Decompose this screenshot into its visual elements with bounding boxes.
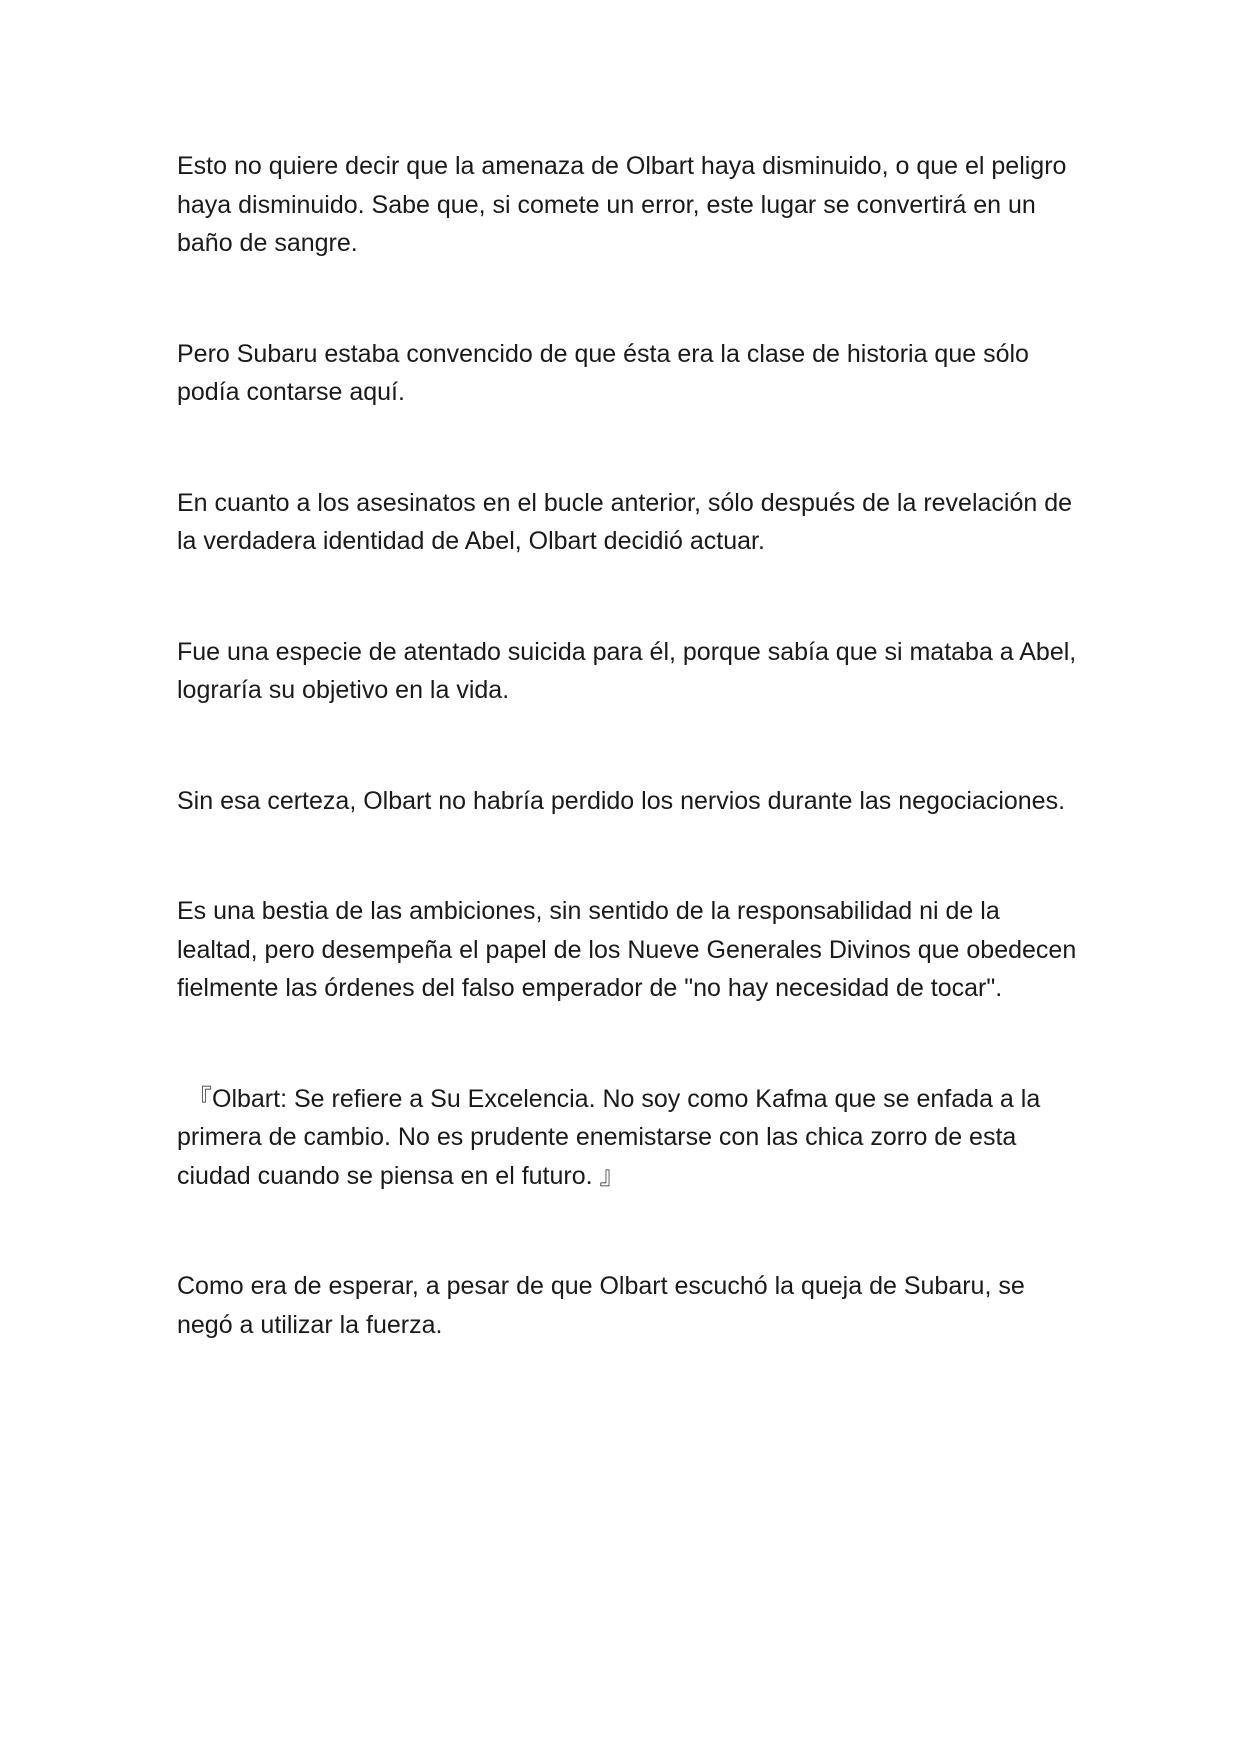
paragraph-6: Es una bestia de las ambiciones, sin sentido de la responsabilidad ni de la lealtad, pero desempeña el papel de los Nueve Generales Divinos que obedecen fielmente las órdenes del falso emperador de "no hay necesidad de tocar". [177, 897, 1077, 1002]
paragraph-2: Pero Subaru estaba convencido de que ésta era la clase de historia que sólo podía contarse aquí. [177, 339, 1029, 406]
paragraph-5: Sin esa certeza, Olbart no habría perdido los nervios durante las negociaciones. [177, 786, 1066, 815]
paragraph-8: Como era de esperar, a pesar de que Olbart escuchó la queja de Subaru, se negó a utilizar la fuerza. [177, 1272, 1025, 1339]
document-body [177, 147, 1077, 1416]
paragraph-7-quote: 『Olbart: Se refiere a Su Excelencia. No soy como Kafma que se enfada a la primera de cambio. No es prudente enemistarse con las chica zorro de esta ciudad cuando se piensa en el futuro. 』 [177, 1084, 1041, 1190]
paragraph-4: Fue una especie de atentado suicida para él, porque sabía que si mataba a Abel, lograría su objetivo en la vida. [177, 637, 1077, 704]
paragraph-1: Esto no quiere decir que la amenaza de Olbart haya disminuido, o que el peligro haya disminuido. Sabe que, si comete un error, este lugar se convertirá en un baño de sangre. [177, 152, 1067, 257]
paragraph-3: En cuanto a los asesinatos en el bucle anterior, sólo después de la revelación de la verdadera identidad de Abel, Olbart decidió actuar. [177, 488, 1073, 555]
